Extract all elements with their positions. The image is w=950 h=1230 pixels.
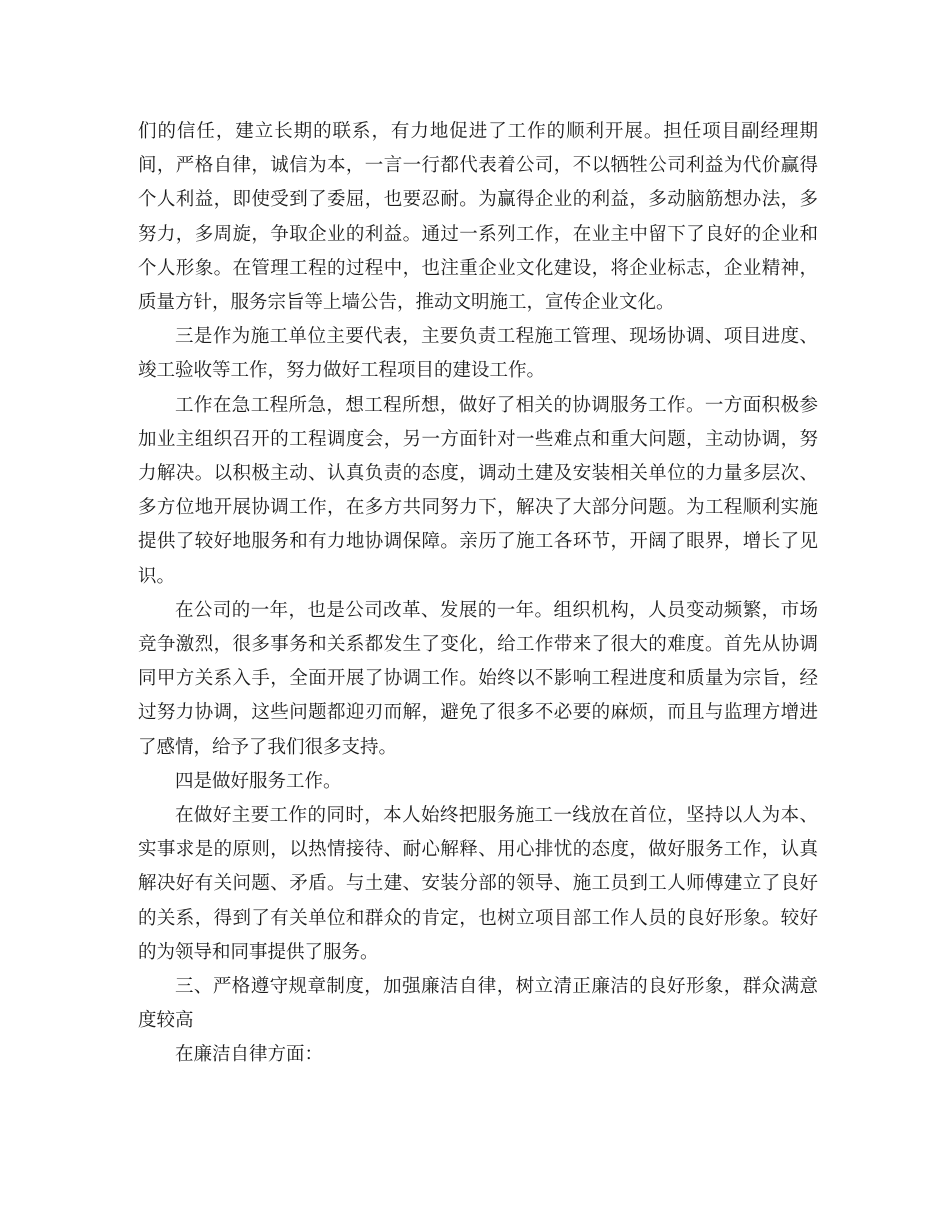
paragraph-6: 在做好主要工作的同时，本人始终把服务施工一线放在首位，坚持以人为本、实事求是的原则，以热情接待、耐心解释、用心排忧的态度，做好服务工作，认真解决好有关问题、矛盾。与土建、安装分部的领导、施工员到工人师傅建立了良好的关系，得到了有关单位和群众的肯定，也树立项目部工作人员的良好形象。较好的为领导和同事提供了服务。 bbox=[138, 805, 818, 963]
paragraph-1: 们的信任，建立长期的联系，有力地促进了工作的顺利开展。担任项目副经理期间，严格自律，诚信为本，一言一行都代表着公司，不以牺牲公司利益为代价赢得个人利益，即使受到了委屈，也要忍耐。为赢得企业的利益，多动脑筋想办法，多努力，多周旋，争取企业的利益。通过一系列工作，在业主中留下了良好的企业和个人形象。在管理工程的过程中，也注重企业文化建设，将企业标志，企业精神，质量方针，服务宗旨等上墙公告，推动文明施工，宣传企业文化。 bbox=[138, 121, 818, 314]
paragraph-3: 工作在急工程所急，想工程所想，做好了相关的协调服务工作。一方面积极参加业主组织召开的工程调度会，另一方面针对一些难点和重大问题，主动协调，努力解决。以积极主动、认真负责的态度，调动土建及安装相关单位的力量多层次、多方位地开展协调工作，在多方共同努力下，解决了大部分问题。为工程顺利实施提供了较好地服务和有力地协调保障。亲历了施工各环节，开阔了眼界，增长了见识。 bbox=[138, 394, 818, 587]
document-body bbox=[138, 115, 818, 1073]
paragraph-2: 三是作为施工单位主要代表，主要负责工程施工管理、现场协调、项目进度、竣工验收等工作，努力做好工程项目的建设工作。 bbox=[138, 326, 818, 382]
paragraph-8: 在廉洁自律方面： bbox=[175, 1044, 324, 1066]
paragraph-5: 四是做好服务工作。 bbox=[175, 770, 342, 792]
section-heading-3: 三、严格遵守规章制度，加强廉洁自律，树立清正廉洁的良好形象，群众满意度较高 bbox=[138, 976, 818, 1032]
paragraph-4: 在公司的一年，也是公司改革、发展的一年。组织机构，人员变动频繁，市场竞争激烈，很多事务和关系都发生了变化，给工作带来了很大的难度。首先从协调同甲方关系入手，全面开展了协调工作。始终以不影响工程进度和质量为宗旨，经过努力协调，这些问题都迎刃而解，避免了很多不必要的麻烦，而且与监理方增进了感情，给予了我们很多支持。 bbox=[138, 599, 818, 758]
